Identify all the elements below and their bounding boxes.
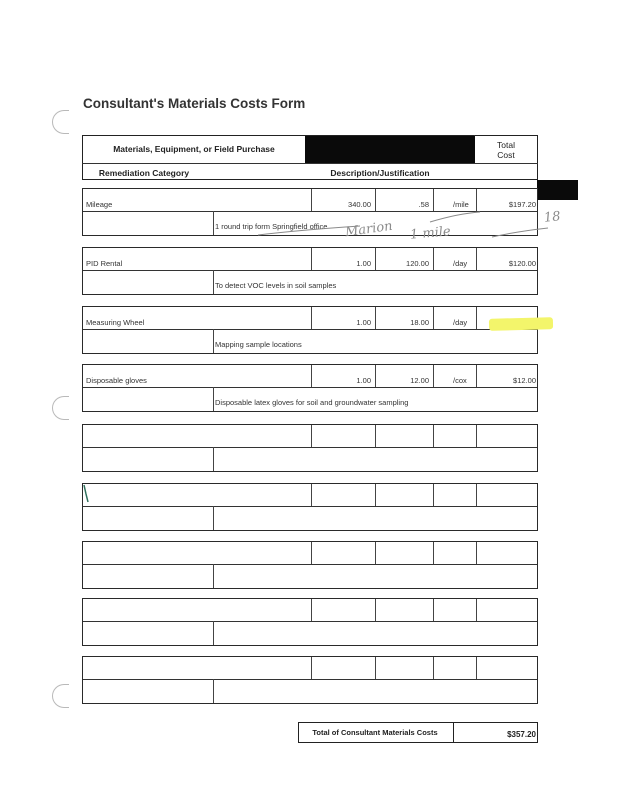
total-value: $357.20	[507, 730, 536, 739]
item-quantity: 340.00	[348, 200, 371, 209]
item-name: Mileage	[86, 200, 113, 209]
header-description: Description/Justification	[330, 168, 430, 178]
total-divider	[453, 722, 454, 743]
item-unit: /cox	[453, 376, 467, 385]
item-description: 1 round trip form Springfield office	[215, 222, 328, 231]
item-name: PID Rental	[86, 259, 123, 268]
item-rate: .58	[418, 200, 429, 209]
item-unit: /mile	[453, 200, 469, 209]
item-quantity: 1.00	[356, 318, 371, 327]
item-rate: 18.00	[410, 318, 429, 327]
item-description: To detect VOC levels in soil samples	[215, 281, 337, 290]
item-description: Mapping sample locations	[215, 340, 302, 349]
item-quantity: 1.00	[356, 259, 371, 268]
item-total: $197.20	[508, 200, 536, 209]
item-quantity: 1.00	[356, 376, 371, 385]
item-rate: 12.00	[410, 376, 429, 385]
header-total-cost: Total Cost	[497, 140, 515, 160]
item-rate: 120.00	[406, 259, 429, 268]
item-name: Measuring Wheel	[86, 318, 145, 327]
item-total: $12.00	[513, 376, 536, 385]
item-name: Disposable gloves	[86, 376, 147, 385]
handwritten-note: 1 mile	[409, 224, 452, 243]
header-category: Remediation Category	[98, 168, 190, 178]
item-total: $120.00	[508, 259, 536, 268]
handwritten-note: Marion	[344, 218, 394, 241]
form-title: Consultant's Materials Costs Form	[83, 96, 306, 111]
item-unit: /day	[453, 318, 468, 327]
handwritten-note: 18	[543, 209, 562, 226]
header-materials: Materials, Equipment, or Field Purchase	[113, 144, 275, 154]
item-description: Disposable latex gloves for soil and groundwater sampling	[215, 398, 409, 407]
total-label: Total of Consultant Materials Costs	[312, 728, 438, 737]
item-unit: /day	[453, 259, 468, 268]
